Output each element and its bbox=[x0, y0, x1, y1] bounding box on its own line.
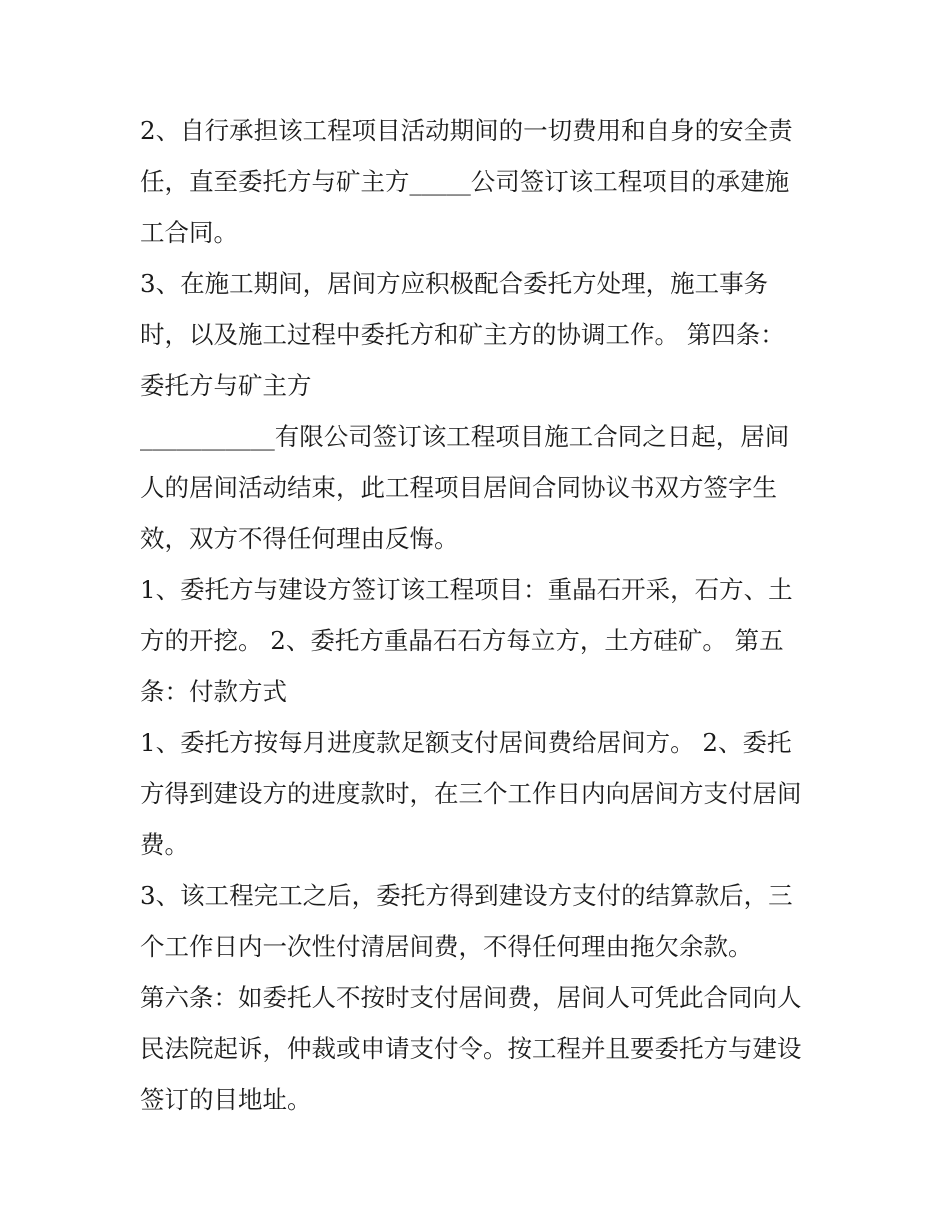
text-line: 效，双方不得任何理由反悔。 bbox=[140, 524, 459, 553]
text-line: 第六条：如委托人不按时支付居间费，居间人可凭此合同向人 bbox=[140, 983, 802, 1012]
text-line: 委托方与矿主方 bbox=[140, 371, 312, 400]
text-line: 民法院起诉，仲裁或申请支付令。按工程并且要委托方与建设 bbox=[140, 1034, 802, 1063]
text-line: 费。 bbox=[140, 830, 189, 859]
text-line: 方得到建设方的进度款时，在三个工作日内向居间方支付居间 bbox=[140, 779, 802, 808]
text-line: 签订的目地址。 bbox=[140, 1085, 312, 1114]
text-line: 方的开挖。 2、委托方重晶石石方每立方，土方硅矿。 第五 bbox=[140, 626, 784, 655]
text-line: 1、委托方与建设方签订该工程项目：重晶石开采，石方、土 bbox=[140, 575, 793, 604]
text-line: 工合同。 bbox=[140, 218, 238, 247]
text-line: 1、委托方按每月进度款足额支付居间费给居间方。 2、委托 bbox=[140, 728, 792, 757]
document-body-text bbox=[140, 105, 830, 1125]
text-line: 2、自行承担该工程项目活动期间的一切费用和自身的安全责 bbox=[140, 116, 793, 145]
text-line: 条：付款方式 bbox=[140, 677, 287, 706]
text-line: 任，直至委托方与矿主方_____公司签订该工程项目的承建施 bbox=[140, 167, 790, 196]
text-line: 人的居间活动结束，此工程项目居间合同协议书双方签字生 bbox=[140, 473, 777, 502]
text-line: 个工作日内一次性付清居间费，不得任何理由拖欠余款。 bbox=[140, 932, 753, 961]
text-line: 时，以及施工过程中委托方和矿主方的协调工作。 第四条： bbox=[140, 320, 785, 349]
text-line: 3、该工程完工之后，委托方得到建设方支付的结算款后，三 bbox=[140, 881, 793, 910]
text-line: 3、在施工期间，居间方应积极配合委托方处理，施工事务 bbox=[140, 269, 769, 298]
text-line: ___________有限公司签订该工程项目施工合同之日起，居间 bbox=[140, 422, 790, 451]
